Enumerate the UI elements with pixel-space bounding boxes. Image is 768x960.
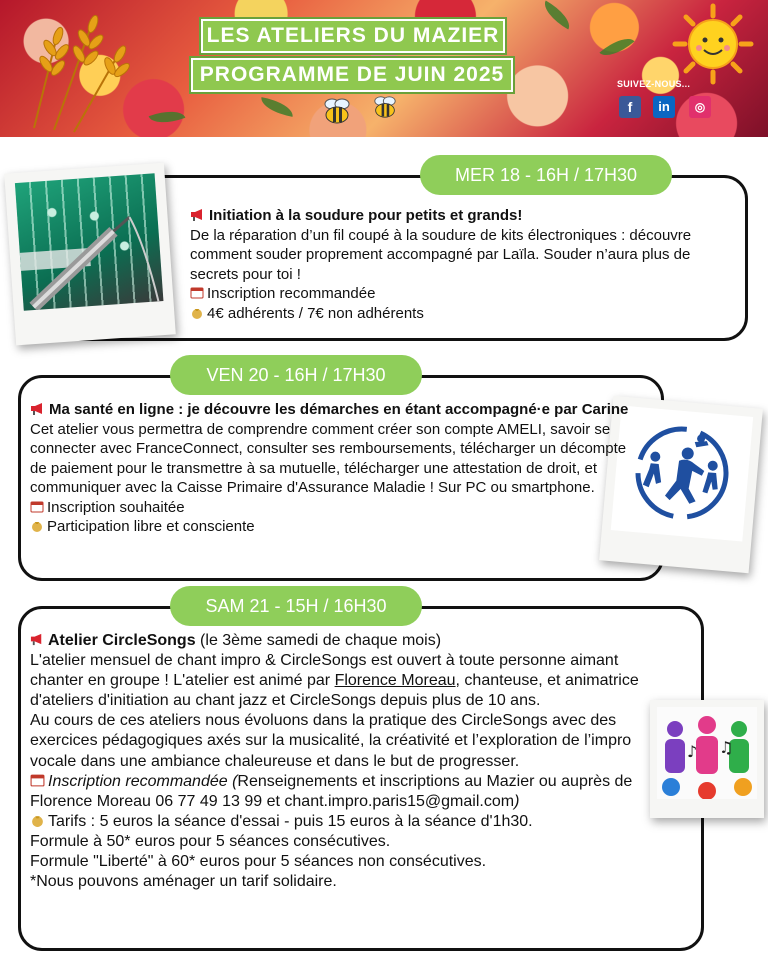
leaf-decoration — [149, 105, 186, 130]
svg-text:♫: ♫ — [719, 738, 734, 757]
event-description-para2: Au cours de ces ateliers nous évoluons dans la pratique des CircleSongs avec des exercices pédagogiques axés sur la musicalité, la créativité et l’exploration de l’impro vocale dans une ambiance chaleureuse et dans le but de progresser. — [30, 712, 632, 770]
leaf-decoration — [539, 0, 575, 29]
money-bag-icon — [190, 306, 204, 319]
singers-image — [657, 707, 757, 799]
event-title-suffix: (le 3ème samedi de chaque mois) — [195, 632, 442, 649]
event-date-badge: SAM 21 - 15H / 16H30 — [170, 586, 422, 626]
page-title: LES ATELIERS DU MAZIER — [201, 19, 505, 53]
page-subtitle: PROGRAMME DE JUIN 2025 — [191, 58, 513, 92]
event-registration: Inscription souhaitée — [47, 498, 185, 516]
registration-close-paren: ) — [514, 792, 520, 810]
event-price: Participation libre et consciente — [47, 518, 255, 535]
event-price: Tarifs : 5 euros la séance d'essai - puis 15 euros à la séance d'1h30. — [48, 812, 533, 830]
wheat-icon — [14, 8, 134, 133]
facebook-icon[interactable]: f — [619, 96, 641, 118]
event-description-end: , chanteuse, et animatrice d'ateliers d'initiation au chant jazz et CircleSongs depuis plus de 10 ans. — [30, 672, 639, 710]
event-registration: Inscription recommandée ( — [48, 772, 238, 790]
bee-icon — [320, 96, 354, 126]
money-bag-icon — [30, 519, 44, 532]
event-date-badge: MER 18 - 16H / 17H30 — [420, 155, 672, 195]
event-price-note: *Nous pouvons aménager un tarif solidaire. — [30, 873, 337, 891]
calendar-icon — [30, 500, 44, 513]
megaphone-icon — [30, 632, 45, 646]
calendar-icon — [190, 286, 204, 299]
soldering-photo-image — [15, 173, 164, 310]
event-registration-detail: Renseignements et inscriptions au Mazier ou auprès de Florence Moreau 06 77 49 13 99 et chant.impro.paris15@gmail.com — [30, 772, 633, 810]
instagram-icon[interactable]: ◎ — [689, 96, 711, 118]
event-registration: Inscription recommandée — [207, 285, 376, 302]
leaf-decoration — [599, 31, 634, 64]
event-body-circlesongs — [30, 631, 670, 892]
leaf-decoration — [259, 97, 295, 117]
singers-icon — [657, 707, 757, 799]
florence-moreau-link[interactable]: Florence Moreau — [334, 672, 456, 690]
family-logo-icon — [611, 406, 753, 542]
event-date-badge: VEN 20 - 16H / 17H30 — [170, 355, 422, 395]
event-price: 4€ adhérents / 7€ non adhérents — [207, 304, 424, 322]
event-description: L'atelier mensuel de chant impro & CircleSongs est ouvert à toute personne aimant chanter en groupe ! L'atelier est animé par — [30, 652, 619, 690]
event-body-health — [30, 400, 630, 537]
soldering-photo — [4, 163, 176, 346]
event-description: Cet atelier vous permettra de comprendre comment créer son compte AMELI, savoir se connecter avec FranceConnect, consulter ses remboursements, télécharger un décompte de paiement pour le transmettre à sa mutuelle, télécharger une attestation de droit, et communiquer avec la Caisse Primaire d'Assurance Maladie ! Sur PC ou smartphone. — [30, 420, 627, 496]
sun-icon — [672, 3, 754, 85]
assurance-maladie-image — [611, 406, 753, 542]
event-body-soldering — [190, 206, 738, 323]
megaphone-icon — [190, 208, 206, 221]
event-price-formula-1: Formule à 50* euros pour 5 séances consécutives. — [30, 832, 391, 850]
event-title: Ma santé en ligne : je découvre les démarches en étant accompagné·e par Carine — [49, 401, 629, 418]
linkedin-icon[interactable]: in — [653, 96, 675, 118]
header-banner — [0, 0, 768, 137]
event-title: Initiation à la soudure pour petits et grands! — [209, 207, 523, 224]
soldering-iron-icon — [15, 173, 164, 310]
event-title: Atelier CircleSongs — [48, 632, 196, 649]
bee-icon — [371, 94, 400, 120]
calendar-icon — [30, 773, 45, 787]
money-bag-icon — [30, 813, 45, 827]
svg-text:♪: ♪ — [687, 742, 698, 761]
follow-us-label: SUIVEZ-NOUS... — [617, 79, 691, 89]
megaphone-icon — [30, 402, 46, 415]
event-price-formula-2: Formule "Liberté" à 60* euros pour 5 séances non consécutives. — [30, 853, 487, 871]
event-description: De la réparation d’un fil coupé à la soudure de kits électroniques : découvre comment souder proprement accompagné par Laïla. Souder n’aura plus de secrets pour toi ! — [190, 226, 692, 283]
